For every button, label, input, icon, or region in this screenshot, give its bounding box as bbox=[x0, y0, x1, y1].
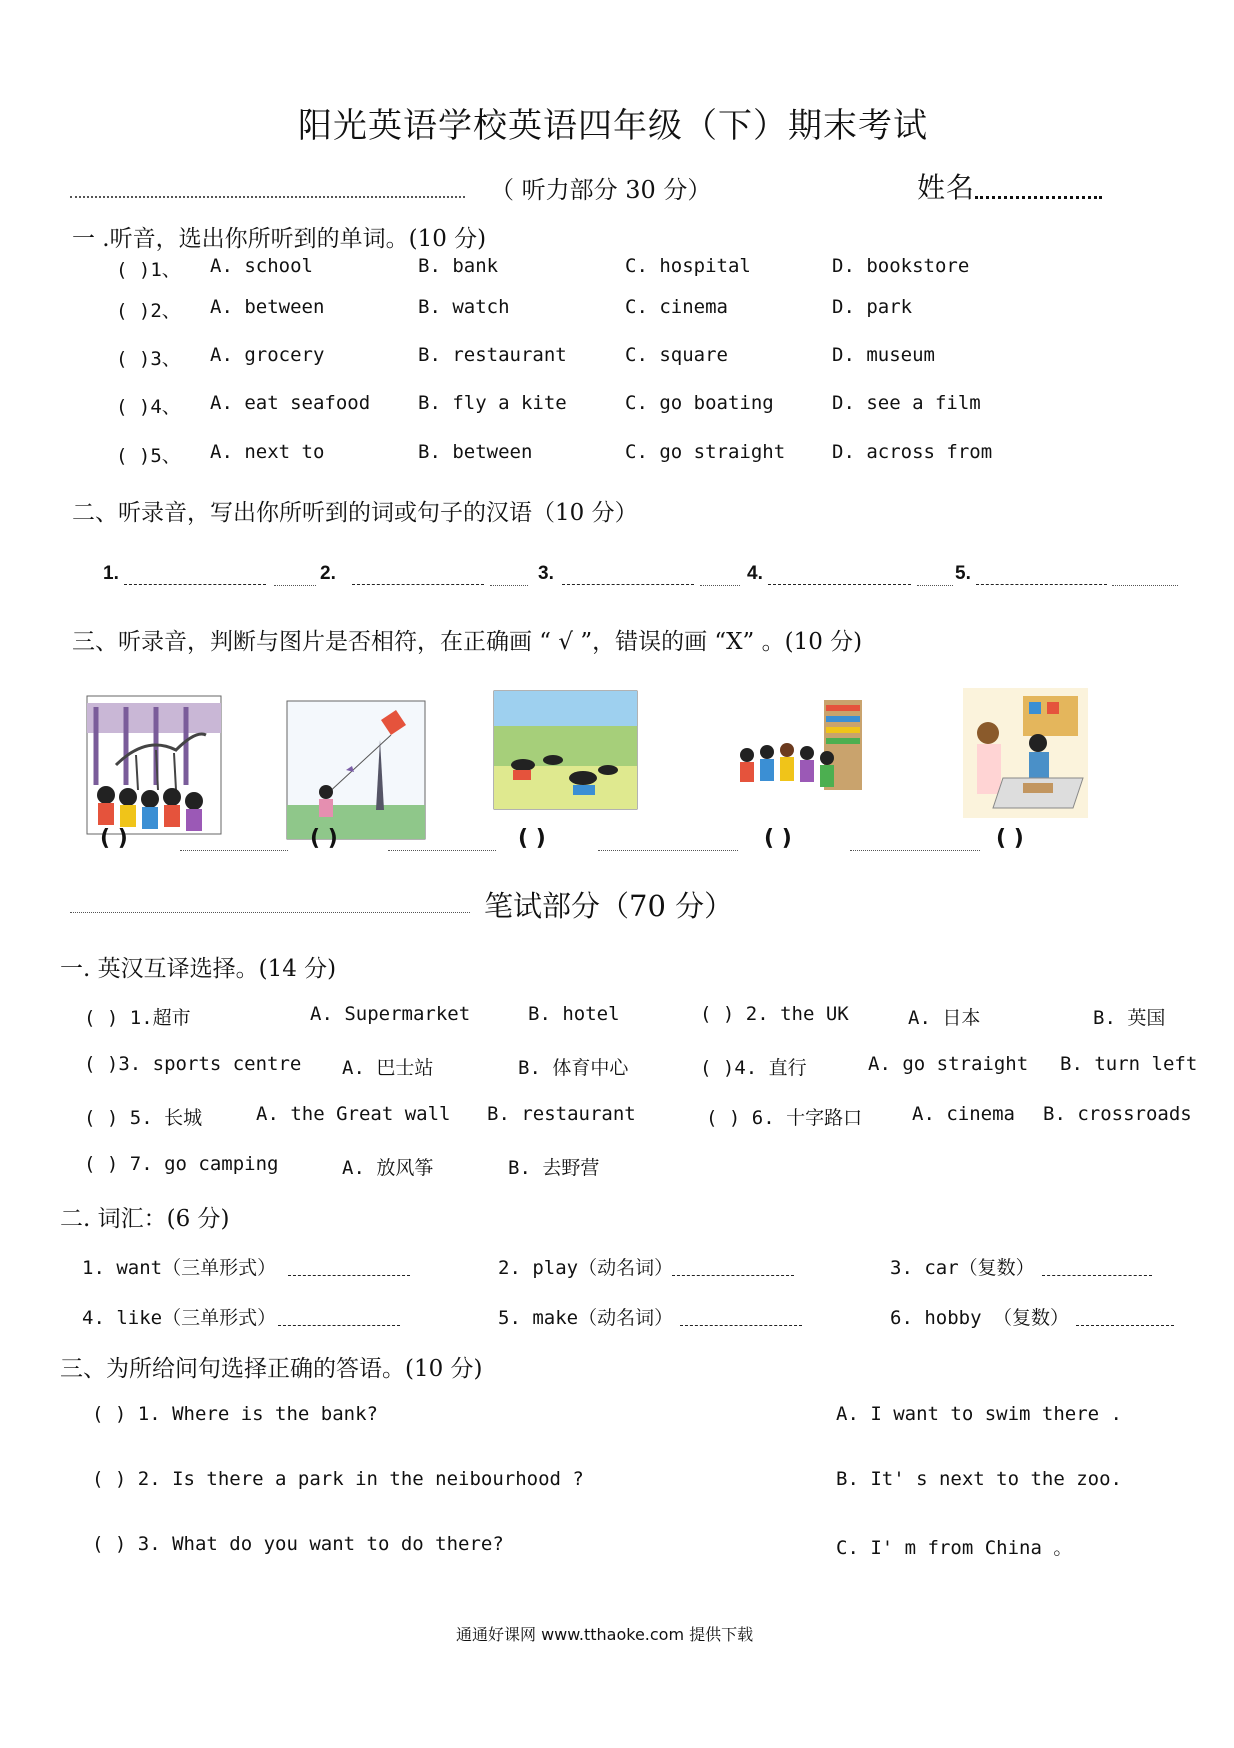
row-2-b: B. watch bbox=[418, 296, 510, 318]
question-1[interactable]: ( ) 1. Where is the bank? bbox=[92, 1403, 378, 1425]
row-4-b: B. fly a kite bbox=[418, 392, 567, 414]
w1-r3-c1[interactable]: ( ) 5. 长城 bbox=[84, 1107, 203, 1129]
row-5-a: A. next to bbox=[210, 441, 325, 463]
written-sec3-heading: 三、为所给问句选择正确的答语。(10 分) bbox=[60, 1356, 483, 1382]
w1-r1-c2: A. Supermarket bbox=[310, 1003, 471, 1025]
vocab-3: 3. car（复数） bbox=[890, 1257, 1035, 1279]
w1-r2-c3: B. 体育中心 bbox=[518, 1057, 629, 1079]
row-5-c: C. go straight bbox=[625, 441, 786, 463]
vocab-4-blank[interactable] bbox=[278, 1325, 400, 1326]
judge-paren-4[interactable]: ( ) bbox=[764, 826, 792, 851]
w1-r4-c2: A. 放风筝 bbox=[342, 1157, 434, 1179]
picture-bookstore bbox=[732, 700, 862, 800]
written-sec2-heading: 二. 词汇：(6 分) bbox=[60, 1206, 230, 1232]
w1-r2-c2: A. 巴士站 bbox=[342, 1057, 434, 1079]
w1-r3-c5: A. cinema bbox=[912, 1103, 1015, 1125]
row-4-a: A. eat seafood bbox=[210, 392, 371, 414]
row-4-d: D. see a film bbox=[832, 392, 981, 414]
divider-dots bbox=[388, 850, 496, 851]
vocab-4: 4. like（三单形式） bbox=[82, 1307, 277, 1329]
blank-3[interactable] bbox=[562, 584, 694, 585]
w1-r3-c3: B. restaurant bbox=[487, 1103, 636, 1125]
question-2[interactable]: ( ) 2. Is there a park in the neibourhood ? bbox=[92, 1468, 584, 1490]
answer-c: C. I' m from China 。 bbox=[836, 1537, 1073, 1559]
judge-paren-3[interactable]: ( ) bbox=[518, 826, 546, 851]
answer-b: B. It' s next to the zoo. bbox=[836, 1468, 1122, 1490]
row-2-a: A. between bbox=[210, 296, 325, 318]
w1-r3-c2: A. the Great wall bbox=[256, 1103, 451, 1125]
vocab-5-blank[interactable] bbox=[680, 1325, 802, 1326]
blank-3-label: 3. bbox=[538, 563, 554, 584]
w1-r2-c1[interactable]: ( )3. sports centre bbox=[84, 1053, 302, 1075]
row-5-b: B. between bbox=[418, 441, 533, 463]
row-3-b: B. restaurant bbox=[418, 344, 567, 366]
blank-5[interactable] bbox=[976, 584, 1107, 585]
w1-r1-c6: B. 英国 bbox=[1093, 1007, 1166, 1029]
vocab-5: 5. make（动名词） bbox=[498, 1307, 674, 1329]
divider-dots bbox=[490, 585, 528, 586]
w1-r2-c6: B. turn left bbox=[1060, 1053, 1198, 1075]
picture-flying-kite bbox=[286, 700, 426, 840]
w1-r1-c5: A. 日本 bbox=[908, 1007, 981, 1029]
w1-r1-c4[interactable]: ( ) 2. the UK bbox=[700, 1003, 849, 1025]
row-1-a: A. school bbox=[210, 255, 313, 277]
row-2-num[interactable]: ( )2、 bbox=[116, 300, 181, 322]
row-2-d: D. park bbox=[832, 296, 913, 318]
w1-r1-c1[interactable]: ( ) 1.超市 bbox=[84, 1007, 191, 1029]
written-sec1-heading: 一. 英汉互译选择。(14 分) bbox=[60, 956, 337, 982]
blank-5-label: 5. bbox=[955, 563, 971, 584]
row-4-c: C. go boating bbox=[625, 392, 774, 414]
judge-paren-2[interactable]: ( ) bbox=[310, 826, 338, 851]
w1-r1-c3: B. hotel bbox=[528, 1003, 620, 1025]
w1-r4-c1[interactable]: ( ) 7. go camping bbox=[84, 1153, 279, 1175]
divider-dots bbox=[180, 850, 288, 851]
vocab-1: 1. want（三单形式） bbox=[82, 1257, 277, 1279]
row-1-c: C. hospital bbox=[625, 255, 751, 277]
footer-credit: 通通好课网 www.tthaoke.com 提供下载 bbox=[456, 1625, 754, 1644]
judge-paren-1[interactable]: ( ) bbox=[100, 826, 128, 851]
answer-a: A. I want to swim there . bbox=[836, 1403, 1122, 1425]
row-3-a: A. grocery bbox=[210, 344, 325, 366]
row-4-num[interactable]: ( )4、 bbox=[116, 396, 181, 418]
divider-dots bbox=[850, 850, 980, 851]
name-blank[interactable] bbox=[975, 196, 1102, 199]
divider-dots bbox=[70, 196, 465, 198]
vocab-6-blank[interactable] bbox=[1076, 1325, 1174, 1326]
vocab-2-blank[interactable] bbox=[672, 1275, 794, 1276]
row-5-num[interactable]: ( )5、 bbox=[116, 445, 181, 467]
divider-dots bbox=[598, 850, 738, 851]
vocab-6: 6. hobby （复数） bbox=[890, 1307, 1069, 1329]
w1-r3-c6: B. crossroads bbox=[1043, 1103, 1192, 1125]
divider-dots bbox=[70, 912, 470, 913]
vocab-2: 2. play（动名词） bbox=[498, 1257, 674, 1279]
blank-4-label: 4. bbox=[747, 563, 763, 584]
w1-r2-c4[interactable]: ( )4. 直行 bbox=[700, 1057, 807, 1079]
blank-1[interactable] bbox=[124, 584, 266, 585]
row-3-num[interactable]: ( )3、 bbox=[116, 348, 181, 370]
w1-r3-c4[interactable]: ( ) 6. 十字路口 bbox=[706, 1107, 863, 1129]
row-5-d: D. across from bbox=[832, 441, 993, 463]
listening-section-label: （ 听力部分 30 分） bbox=[490, 176, 712, 204]
divider-dots bbox=[1112, 585, 1178, 586]
picture-boating bbox=[493, 690, 638, 810]
picture-museum-dinosaur bbox=[86, 695, 222, 835]
blank-4[interactable] bbox=[768, 584, 911, 585]
w1-r2-c5: A. go straight bbox=[868, 1053, 1029, 1075]
blank-1-label: 1. bbox=[103, 563, 119, 584]
row-1-b: B. bank bbox=[418, 255, 499, 277]
page-title: 阳光英语学校英语四年级（下）期末考试 bbox=[298, 106, 928, 146]
listen-sec3-heading: 三、听录音，判断与图片是否相符，在正确画 “ √ ”，错误的画 “X” 。(10 分) bbox=[72, 629, 863, 655]
question-3[interactable]: ( ) 3. What do you want to do there? bbox=[92, 1533, 504, 1555]
divider-dots bbox=[274, 585, 316, 586]
vocab-3-blank[interactable] bbox=[1042, 1275, 1152, 1276]
written-section-label: 笔试部分（70 分） bbox=[484, 889, 734, 923]
w1-r4-c3: B. 去野营 bbox=[508, 1157, 600, 1179]
row-3-c: C. square bbox=[625, 344, 728, 366]
name-label: 姓名 bbox=[917, 171, 976, 204]
picture-shop-counter bbox=[963, 688, 1088, 818]
row-2-c: C. cinema bbox=[625, 296, 728, 318]
judge-paren-5[interactable]: ( ) bbox=[996, 826, 1024, 851]
row-1-d: D. bookstore bbox=[832, 255, 970, 277]
row-1-num[interactable]: ( )1、 bbox=[116, 259, 181, 281]
vocab-1-blank[interactable] bbox=[288, 1275, 410, 1276]
listen-sec1-heading: 一 .听音，选出你所听到的单词。(10 分) bbox=[72, 226, 487, 252]
listen-sec2-heading: 二、听录音，写出你所听到的词或句子的汉语（10 分） bbox=[72, 500, 638, 526]
divider-dots bbox=[917, 585, 953, 586]
blank-2-label: 2. bbox=[320, 563, 336, 584]
divider-dots bbox=[700, 585, 740, 586]
row-3-d: D. museum bbox=[832, 344, 935, 366]
blank-2[interactable] bbox=[352, 584, 484, 585]
